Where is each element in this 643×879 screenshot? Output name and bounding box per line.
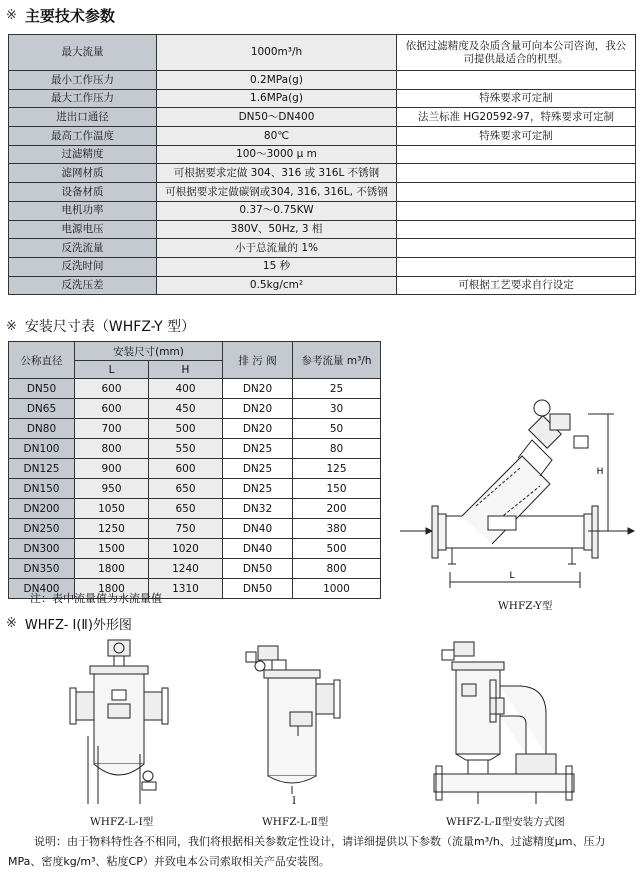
size-flow: 800 <box>293 559 381 579</box>
size-row <box>9 559 381 579</box>
spec-remark <box>397 257 636 276</box>
footer-note: 说明：由于物料特性各不相同，我们将根据相关参数定性设计，请详细提供以下参数（流量m³/h、过滤精度μm、压力 MPa、密度kg/m³、粘度CP）并致电本公司索取相关产品安装图。 <box>8 835 606 868</box>
size-drain: DN20 <box>223 419 293 439</box>
size-row <box>9 419 381 439</box>
section-title-outline <box>6 614 132 633</box>
size-dn: DN350 <box>9 559 75 579</box>
spec-label: 最小工作压力 <box>9 71 157 90</box>
figure-y-caption: WHFZ-Y型 <box>498 600 553 612</box>
spec-label: 进出口通径 <box>9 108 157 127</box>
spec-label: 电源电压 <box>9 220 157 239</box>
spec-label: 滤网材质 <box>9 164 157 183</box>
section-title-text: 安装尺寸表（WHFZ-Y 型） <box>24 319 196 335</box>
spec-value: 80℃ <box>157 127 397 146</box>
spec-row <box>9 183 636 202</box>
spec-value: DN50～DN400 <box>157 108 397 127</box>
spec-value: 可根据要求定做 304、316 或 316L 不锈钢 <box>157 164 397 183</box>
spec-row <box>9 164 636 183</box>
spec-row <box>9 257 636 276</box>
whfz-l2-install-drawing <box>428 636 578 806</box>
size-drain: DN40 <box>223 539 293 559</box>
spec-value: 0.37～0.75KW <box>157 201 397 220</box>
spec-row <box>9 239 636 258</box>
spec-remark: 特殊要求可定制 <box>397 89 636 108</box>
spec-row <box>9 71 636 90</box>
spec-remark: 特殊要求可定制 <box>397 127 636 146</box>
size-l: 1800 <box>75 579 149 599</box>
spec-table <box>8 34 636 295</box>
size-h: 750 <box>149 519 223 539</box>
size-h: 500 <box>149 419 223 439</box>
size-drain: DN25 <box>223 439 293 459</box>
header-dn: 公称直径 <box>9 342 75 379</box>
size-flow: 125 <box>293 459 381 479</box>
spec-value: 小于总流量的 1% <box>157 239 397 258</box>
size-l: 900 <box>75 459 149 479</box>
size-l: 600 <box>75 379 149 399</box>
figure-l2-mark: Ⅰ <box>292 795 297 807</box>
spec-value: 15 秒 <box>157 257 397 276</box>
size-row <box>9 519 381 539</box>
size-l: 700 <box>75 419 149 439</box>
size-dn: DN65 <box>9 399 75 419</box>
size-row <box>9 479 381 499</box>
size-dn: DN300 <box>9 539 75 559</box>
spec-value: 380V、50Hz, 3 相 <box>157 220 397 239</box>
size-dn: DN250 <box>9 519 75 539</box>
spec-row <box>9 89 636 108</box>
size-l: 950 <box>75 479 149 499</box>
size-row <box>9 399 381 419</box>
spec-label: 最大流量 <box>9 35 157 71</box>
size-flow: 50 <box>293 419 381 439</box>
header-drain: 排 污 阀 <box>223 342 293 379</box>
spec-remark <box>397 183 636 202</box>
size-dn: DN400 <box>9 579 75 599</box>
size-row <box>9 539 381 559</box>
spec-label: 反洗时间 <box>9 257 157 276</box>
size-l: 600 <box>75 399 149 419</box>
size-dn: DN100 <box>9 439 75 459</box>
spec-row <box>9 220 636 239</box>
figure-l2-caption: WHFZ-L-Ⅱ型 <box>262 816 329 828</box>
size-drain: DN40 <box>223 519 293 539</box>
dim-l-label: L <box>509 571 515 581</box>
spec-label: 最高工作温度 <box>9 127 157 146</box>
spec-label: 过滤精度 <box>9 145 157 164</box>
size-row <box>9 499 381 519</box>
size-row <box>9 459 381 479</box>
size-flow: 380 <box>293 519 381 539</box>
figure-l2-install-caption: WHFZ-L-Ⅱ型安装方式图 <box>446 816 565 828</box>
size-dn: DN80 <box>9 419 75 439</box>
spec-label: 设备材质 <box>9 183 157 202</box>
section-title-size <box>6 316 195 336</box>
size-drain: DN20 <box>223 379 293 399</box>
size-flow: 30 <box>293 399 381 419</box>
spec-row <box>9 145 636 164</box>
size-h: 400 <box>149 379 223 399</box>
spec-remark <box>397 220 636 239</box>
size-flow: 25 <box>293 379 381 399</box>
header-flow: 参考流量 m³/h <box>293 342 381 379</box>
size-dn: DN150 <box>9 479 75 499</box>
size-h: 1240 <box>149 559 223 579</box>
size-l: 1050 <box>75 499 149 519</box>
spec-value: 0.2MPa(g) <box>157 71 397 90</box>
whfz-l1-drawing <box>62 636 180 812</box>
size-drain: DN25 <box>223 459 293 479</box>
size-l: 1500 <box>75 539 149 559</box>
spec-value: 0.5kg/cm² <box>157 276 397 295</box>
spec-value: 100～3000 μ m <box>157 145 397 164</box>
table-note: 注：表中流量值为水流量值 <box>30 592 162 605</box>
spec-row <box>9 127 636 146</box>
size-h: 650 <box>149 479 223 499</box>
size-drain: DN25 <box>223 479 293 499</box>
spec-value: 可根据要求定做碳钢或304, 316, 316L, 不锈钢 <box>157 183 397 202</box>
section-mark: ※ <box>6 616 17 631</box>
section-mark: ※ <box>6 318 17 334</box>
size-h: 600 <box>149 459 223 479</box>
size-l: 1250 <box>75 519 149 539</box>
spec-label: 反洗流量 <box>9 239 157 258</box>
size-flow: 1000 <box>293 579 381 599</box>
spec-remark: 可根据工艺要求自行设定 <box>397 276 636 295</box>
figure-l1-caption: WHFZ-L-Ⅰ型 <box>90 816 154 828</box>
whfz-l2-drawing <box>242 640 352 800</box>
size-h: 450 <box>149 399 223 419</box>
spec-remark <box>397 145 636 164</box>
size-flow: 80 <box>293 439 381 459</box>
size-table <box>8 341 381 599</box>
spec-row <box>9 35 636 71</box>
size-drain: DN32 <box>223 499 293 519</box>
spec-remark <box>397 164 636 183</box>
spec-label: 电机功率 <box>9 201 157 220</box>
size-l: 800 <box>75 439 149 459</box>
spec-label: 最大工作压力 <box>9 89 157 108</box>
size-dn: DN50 <box>9 379 75 399</box>
size-h: 1020 <box>149 539 223 559</box>
section-title-specs <box>6 5 115 26</box>
header-dims: 安装尺寸(mm) <box>75 342 223 361</box>
section-title-text: WHFZ- Ⅰ(Ⅱ)外形图 <box>24 618 132 633</box>
size-dn: DN125 <box>9 459 75 479</box>
size-drain: DN50 <box>223 579 293 599</box>
size-row <box>9 379 381 399</box>
dim-h-label: H <box>596 467 604 477</box>
size-h: 1310 <box>149 579 223 599</box>
spec-label: 反洗压差 <box>9 276 157 295</box>
spec-value: 1000m³/h <box>157 35 397 71</box>
size-flow: 200 <box>293 499 381 519</box>
spec-row <box>9 201 636 220</box>
spec-row <box>9 276 636 295</box>
spec-remark: 法兰标准 HG20592-97，特殊要求可定制 <box>397 108 636 127</box>
size-h: 550 <box>149 439 223 459</box>
spec-row <box>9 108 636 127</box>
section-title-text: 主要技术参数 <box>24 7 115 25</box>
header-l: L <box>75 361 149 379</box>
size-l: 1800 <box>75 559 149 579</box>
size-drain: DN50 <box>223 559 293 579</box>
spec-remark: 依据过滤精度及杂质含量可向本公司咨询，我公司提供最适合的机型。 <box>397 35 636 71</box>
size-flow: 500 <box>293 539 381 559</box>
whfz-y-drawing <box>392 378 638 623</box>
header-h: H <box>149 361 223 379</box>
size-dn: DN200 <box>9 499 75 519</box>
spec-remark <box>397 201 636 220</box>
section-mark: ※ <box>6 8 17 23</box>
size-flow: 150 <box>293 479 381 499</box>
spec-value: 1.6MPa(g) <box>157 89 397 108</box>
spec-remark <box>397 239 636 258</box>
size-drain: DN20 <box>223 399 293 419</box>
spec-remark <box>397 71 636 90</box>
size-h: 650 <box>149 499 223 519</box>
size-row <box>9 439 381 459</box>
